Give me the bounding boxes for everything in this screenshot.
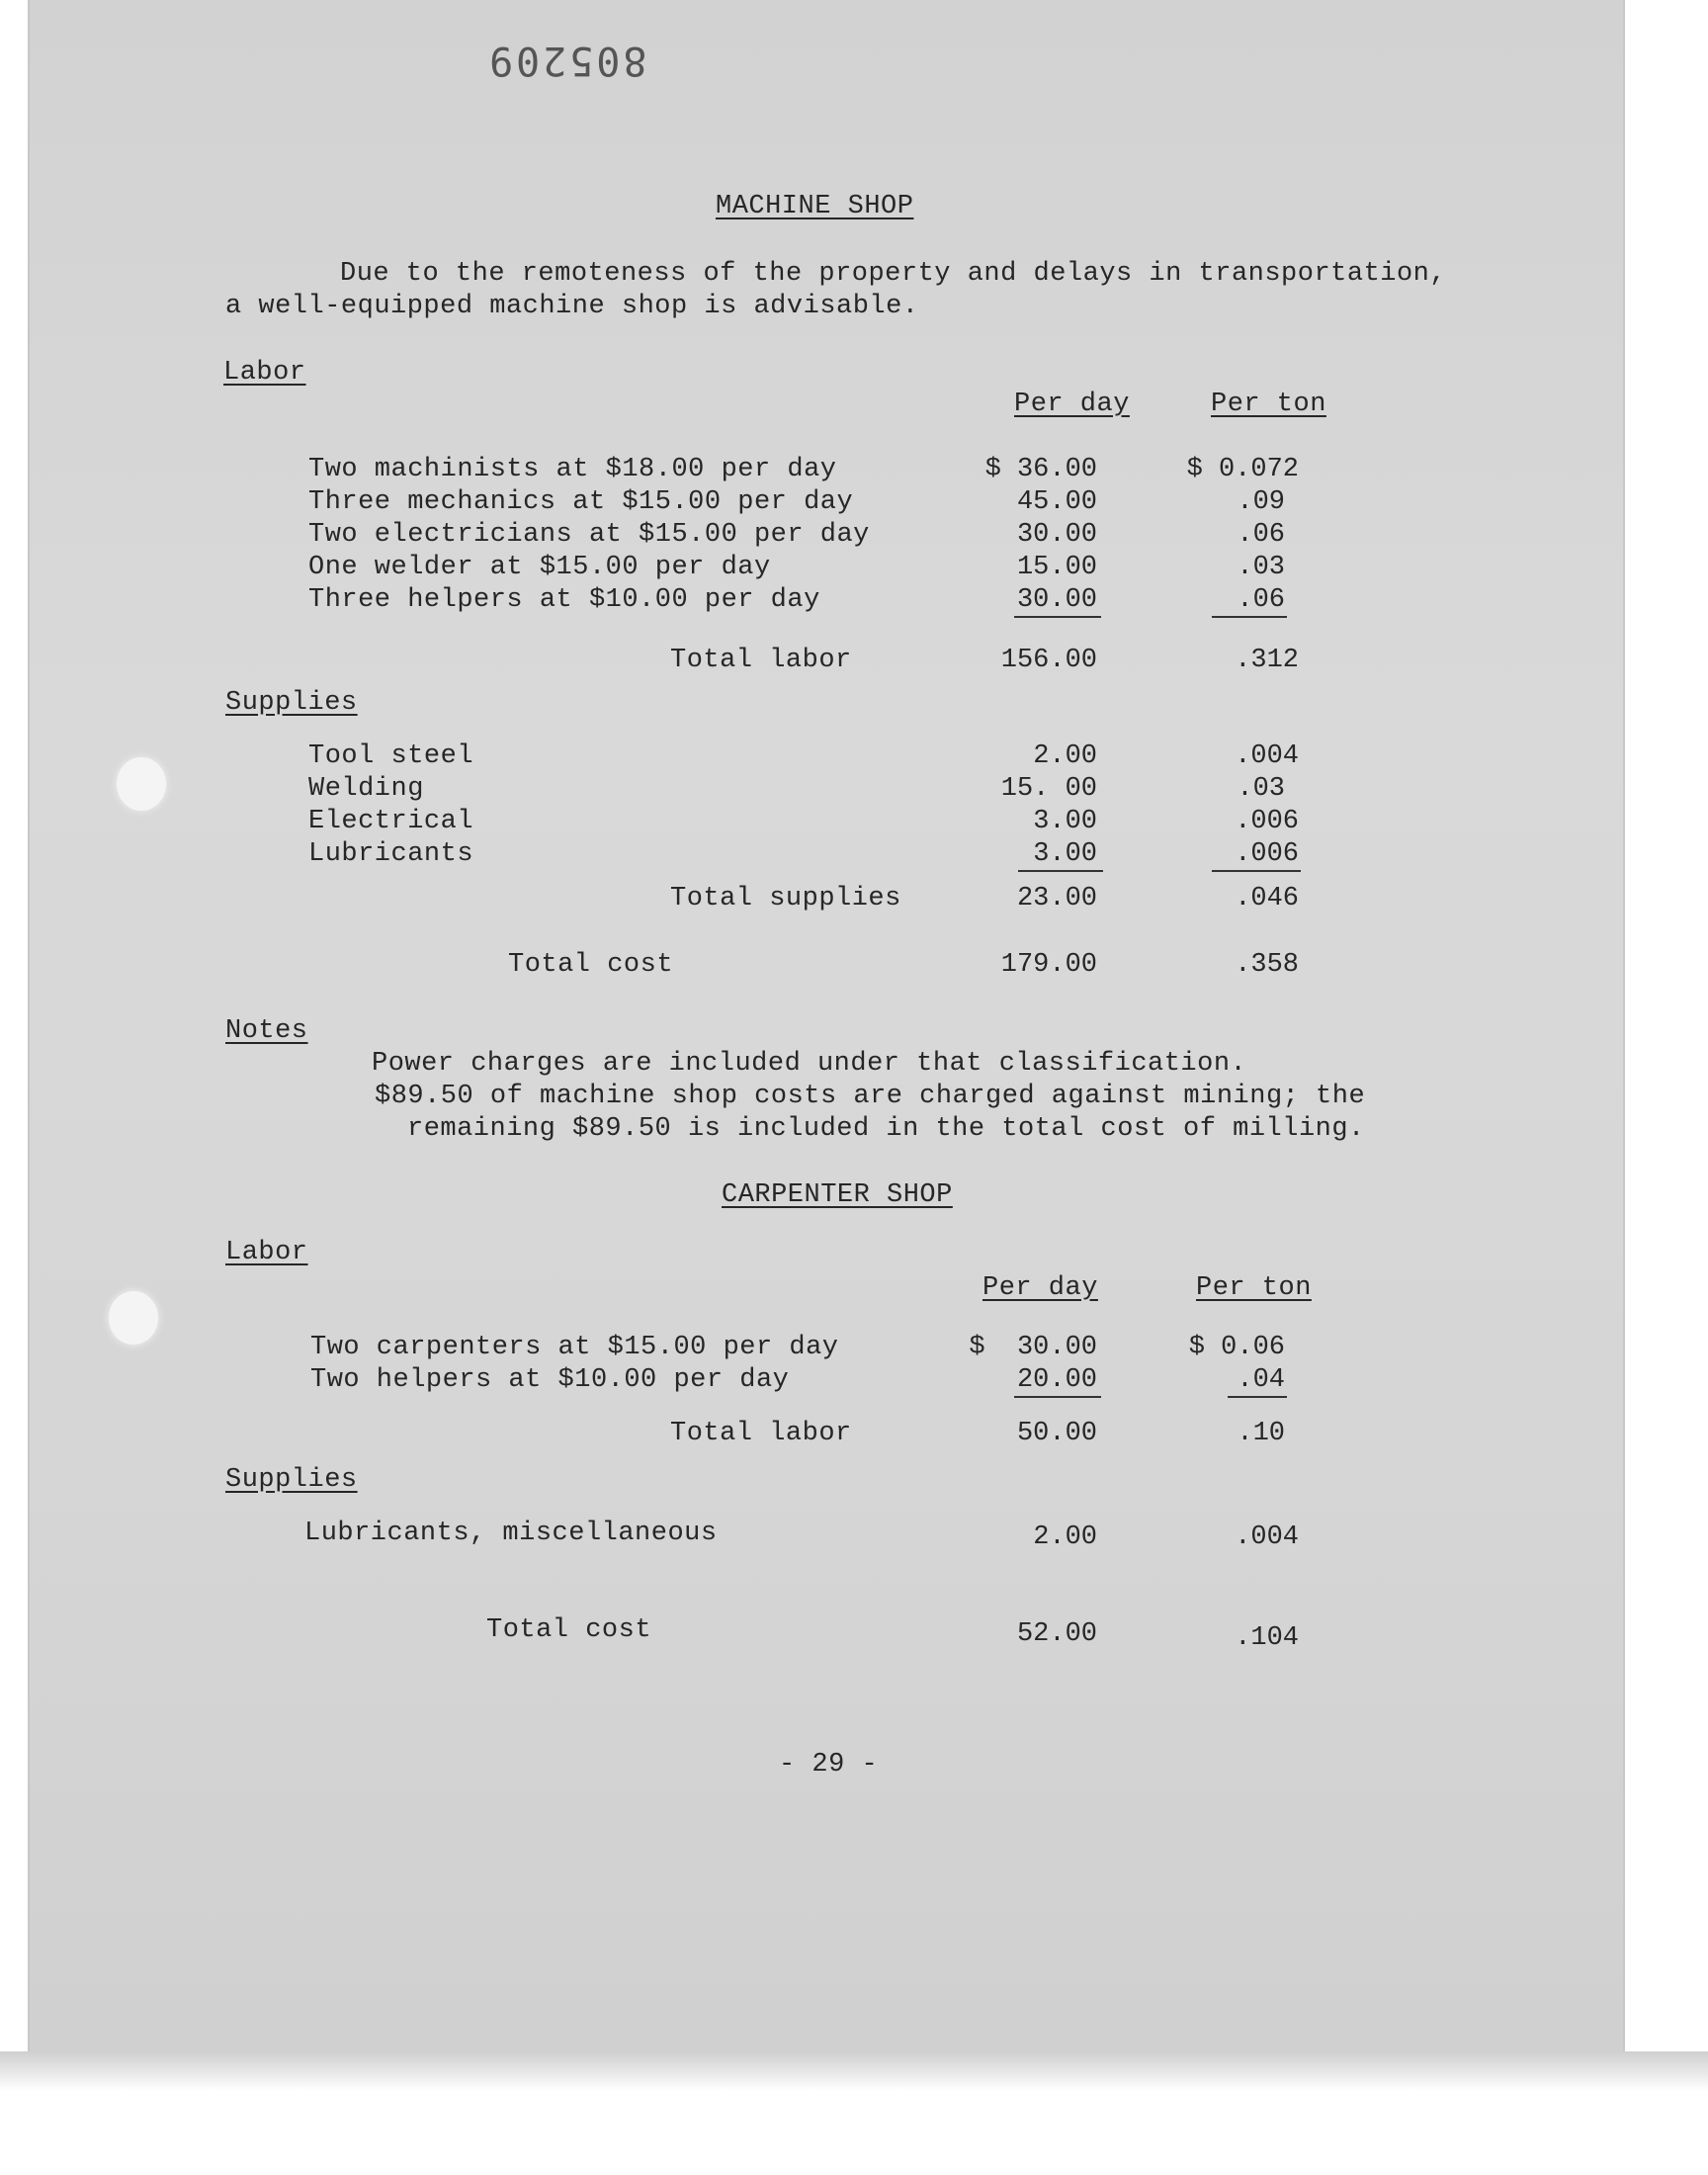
punch-hole [109,1291,158,1345]
machine-total-cost-per-ton: .358 [1235,950,1299,980]
machine-total-labor-per-day: 156.00 [1000,646,1097,675]
machine-shop-note-line-1: Power charges are included under that classification. [372,1049,1247,1079]
carpenter-shop-labor-heading: Labor [225,1238,308,1267]
machine-total-supplies-per-ton: .046 [1235,884,1299,914]
carpenter-labor-label: Two helpers at $10.00 per day [310,1365,790,1395]
machine-shop-note-line-2: $89.50 of machine shop costs are charged against mining; the [375,1082,1366,1111]
carpenter-total-cost-label: Total cost [486,1615,652,1645]
machine-labor-label: One welder at $15.00 per day [308,553,771,582]
machine-labor-label: Two machinists at $18.00 per day [308,455,837,484]
carpenter-total-labor-per-day: 50.00 [1016,1419,1097,1448]
machine-total-supplies-per-day: 23.00 [1016,884,1097,914]
carpenter-shop-per-day-header: Per day [982,1273,1098,1303]
machine-supply-per-day-rule [1018,870,1103,872]
machine-total-labor-per-ton: .312 [1235,646,1299,675]
machine-shop-per-ton-header: Per ton [1211,390,1326,419]
machine-total-cost-per-day: 179.00 [1000,950,1097,980]
machine-supply-label: Tool steel [308,741,474,771]
machine-shop-notes-heading: Notes [225,1016,308,1046]
machine-shop-title: MACHINE SHOP [716,192,914,221]
machine-labor-per-day-rule [1014,616,1101,618]
machine-labor-per-ton-rule [1212,616,1287,618]
carpenter-shop-per-ton-header: Per ton [1196,1273,1312,1303]
machine-labor-per-ton: .09 [1237,487,1285,517]
carpenter-total-cost-per-ton: .104 [1235,1623,1299,1653]
machine-supply-label: Lubricants [308,839,474,869]
punch-hole [117,757,166,811]
machine-labor-label: Three helpers at $10.00 per day [308,585,820,615]
machine-shop-supplies-heading: Supplies [225,688,358,718]
carpenter-labor-label: Two carpenters at $15.00 per day [310,1333,839,1362]
machine-supply-per-ton: .006 [1235,807,1299,836]
carpenter-total-cost-per-day: 52.00 [1016,1619,1097,1649]
machine-labor-per-day: 15.00 [1016,553,1097,582]
machine-labor-label: Two electricians at $15.00 per day [308,520,870,550]
machine-shop-intro-line-1: Due to the remoteness of the property and delays in transportation, [340,259,1447,289]
carpenter-labor-per-day: $ 30.00 [969,1333,1097,1362]
carpenter-supply-per-ton: .004 [1235,1522,1299,1552]
scan-bottom-edge [0,2051,1708,2091]
carpenter-labor-per-day-rule [1014,1396,1101,1398]
machine-labor-per-ton: .03 [1237,553,1285,582]
carpenter-supply-label: Lubricants, miscellaneous [304,1519,718,1548]
machine-shop-per-day-header: Per day [1014,390,1130,419]
carpenter-supply-per-day: 2.00 [1033,1522,1097,1552]
machine-total-supplies-label: Total supplies [670,884,901,914]
carpenter-total-labor-per-ton: .10 [1237,1419,1285,1448]
carpenter-shop-title: CARPENTER SHOP [722,1180,953,1210]
carpenter-labor-per-day: 20.00 [1016,1365,1097,1395]
machine-shop-labor-heading: Labor [223,358,306,388]
machine-supply-label: Electrical [308,807,474,836]
machine-labor-per-ton: $ 0.072 [1186,455,1299,484]
machine-labor-per-ton: .06 [1237,585,1285,615]
machine-supply-per-ton: .006 [1235,839,1299,869]
carpenter-labor-per-ton: $ 0.06 [1188,1333,1285,1362]
machine-supply-per-day: 3.00 [1033,839,1097,869]
machine-supply-per-day: 3.00 [1033,807,1097,836]
machine-labor-label: Three mechanics at $15.00 per day [308,487,854,517]
machine-supply-per-ton: .004 [1235,741,1299,771]
machine-supply-per-ton: .03 [1237,774,1285,804]
machine-total-cost-label: Total cost [508,950,674,980]
machine-total-labor-label: Total labor [670,646,852,675]
machine-supply-per-day: 2.00 [1033,741,1097,771]
machine-labor-per-day: 45.00 [1016,487,1097,517]
machine-shop-intro-line-2: a well-equipped machine shop is advisable. [225,292,919,321]
machine-supply-label: Welding [308,774,424,804]
carpenter-labor-per-ton-rule [1228,1396,1287,1398]
carpenter-total-labor-label: Total labor [670,1419,852,1448]
document-page [30,0,1623,2051]
machine-labor-per-day: $ 36.00 [984,455,1097,484]
machine-supply-per-ton-rule [1212,870,1301,872]
carpenter-shop-supplies-heading: Supplies [225,1465,358,1495]
machine-labor-per-day: 30.00 [1016,585,1097,615]
carpenter-labor-per-ton: .04 [1237,1365,1285,1395]
page-number: - 29 - [779,1750,879,1780]
machine-supply-per-day: 15. 00 [1000,774,1097,804]
document-stamp-number: 805209 [486,38,647,83]
machine-labor-per-ton: .06 [1237,520,1285,550]
machine-shop-note-line-3: remaining $89.50 is included in the total cost of milling. [407,1114,1365,1144]
machine-labor-per-day: 30.00 [1016,520,1097,550]
